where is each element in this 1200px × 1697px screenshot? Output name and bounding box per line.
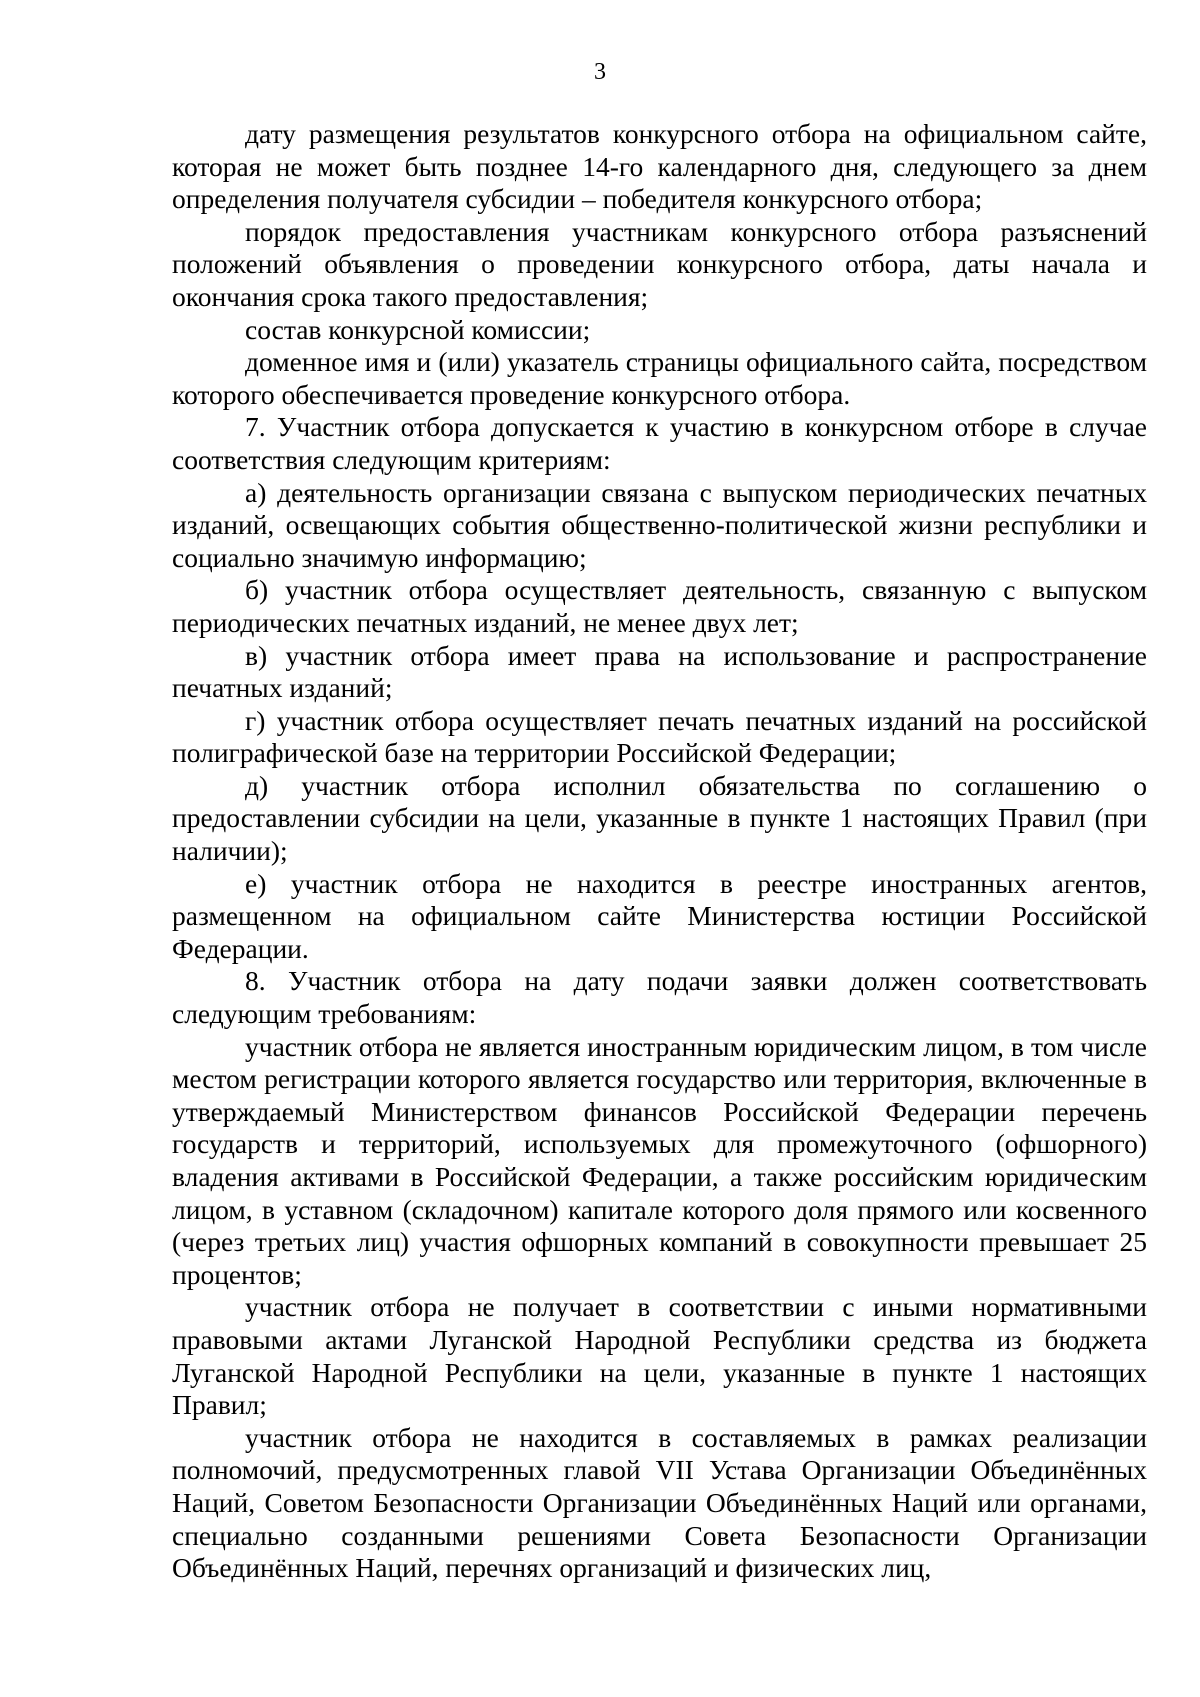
page-number: 3 <box>594 59 606 85</box>
paragraph-criterion-g: г) участник отбора осуществляет печать печатных изданий на российской полиграфической базе на территории Российской Федерации; <box>172 704 1147 769</box>
paragraph-requirement-offshore: участник отбора не является иностранным юридическим лицом, в том числе местом регистрации которого является государство или территория, включенные в утверждаемый Министерством финансов Российской Федерации перечень государств и территорий, используемых для промежуточного (офшорного) владения активами в Российской Федерации, а также российским юридическим лицом, в уставном (складочном) капитале которого доля прямого или косвенного (через третьих лиц) участия офшорных компаний в совокупности превышает 25 процентов; <box>172 1030 1147 1290</box>
paragraph-requirement-budget-funds: участник отбора не получает в соответствии с иными нормативными правовыми актами Луганской Народной Республики средства из бюджета Луганской Народной Республики на цели, указанные в пункте 1 настоящих Правил; <box>172 1291 1147 1421</box>
paragraph-requirement-un-lists: участник отбора не находится в составляемых в рамках реализации полномочий, предусмотренных главой VII Устава Организации Объединённых Наций, Советом Безопасности Организации Объединённых Наций или органами, специально созданными решениями Совета Безопасности Организации Объединённых Наций, перечнях организаций и физических лиц, <box>172 1421 1147 1584</box>
paragraph-item-7: 7. Участник отбора допускается к участию в конкурсном отборе в случае соответствия следующим критериям: <box>172 411 1147 475</box>
paragraph-criterion-e: е) участник отбора не находится в реестре иностранных агентов, размещенном на официальном сайте Министерства юстиции Российской Федерации. <box>172 867 1147 964</box>
document-body <box>172 118 1147 1585</box>
paragraph-criterion-d: д) участник отбора исполнил обязательства по соглашению о предоставлении субсидии на цели, указанные в пункте 1 настоящих Правил (при наличии); <box>172 769 1147 867</box>
paragraph-criterion-a: а) деятельность организации связана с выпуском периодических печатных изданий, освещающих события общественно-политической жизни республики и социально значимую информацию; <box>172 476 1147 573</box>
paragraph-publication-date: дату размещения результатов конкурсного отбора на официальном сайте, которая не может быть позднее 14-го календарного дня, следующего за днем определения получателя субсидии – победителя конкурсного отбора; <box>172 118 1147 215</box>
paragraph-item-8: 8. Участник отбора на дату подачи заявки должен соответствовать следующим требованиям: <box>172 965 1147 1030</box>
paragraph-domain-name: доменное имя и (или) указатель страницы официального сайта, посредством которого обеспечивается проведение конкурсного отбора. <box>172 346 1147 410</box>
paragraph-criterion-v: в) участник отбора имеет права на использование и распространение печатных изданий; <box>172 639 1147 704</box>
paragraph-commission-composition: состав конкурсной комиссии; <box>245 313 591 345</box>
paragraph-criterion-b: б) участник отбора осуществляет деятельность, связанную с выпуском периодических печатных изданий, не менее двух лет; <box>172 574 1147 638</box>
paragraph-clarification-procedure: порядок предоставления участникам конкурсного отбора разъяснений положений объявления о проведении конкурсного отбора, даты начала и окончания срока такого предоставления; <box>172 215 1147 312</box>
